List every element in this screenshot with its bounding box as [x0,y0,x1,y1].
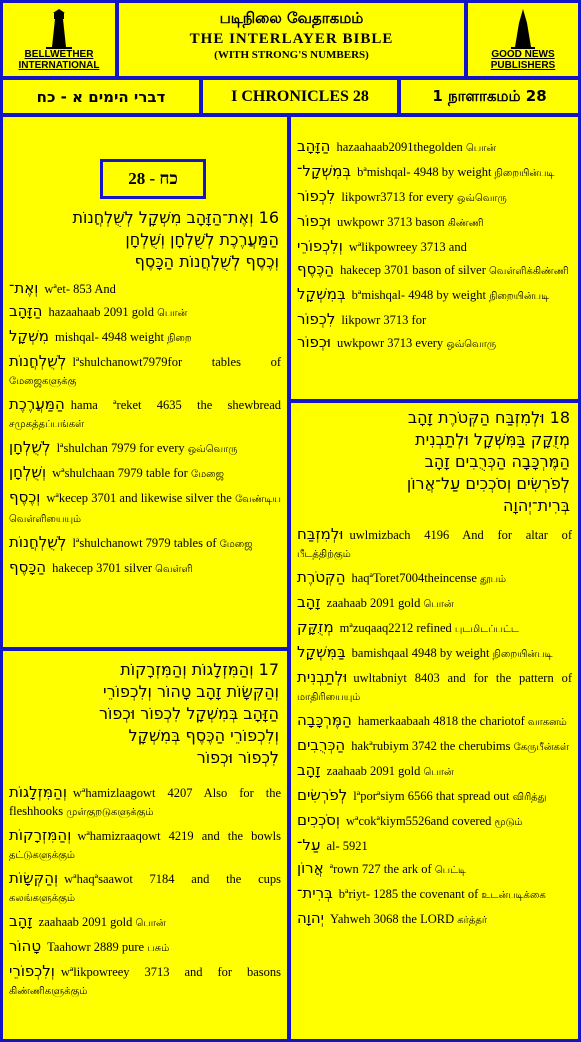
word-entry [3,486,287,531]
right-logo-line2: PUBLISHERS [490,59,556,71]
word-entry [291,709,578,734]
transliteration-gloss: wªcokªkiym5526and covered [346,814,492,828]
hebrew-line: הַמֶּרְכָּבָה הַכְּרֻבִים זָהָב [424,452,570,471]
transliteration-gloss: zaahaab 2091 gold [326,764,421,778]
word-entry [291,834,578,857]
word-entry [3,935,287,960]
hebrew-word: זָהָב [297,593,321,611]
hebrew-line: בְּרִית־יְהוָה [503,496,570,515]
transliteration-gloss: mishqal- 4948 weight [54,330,164,344]
transliteration-gloss: Taahowr 2889 pure [47,940,145,954]
verse18-panel [291,403,578,1039]
word-entry [3,781,287,824]
verse17-panel [3,651,287,1039]
transliteration-gloss: hamerkaabaah 4818 the chariotof [357,714,525,728]
transliteration-gloss: lªshulchanowt7979for tables of [72,355,281,369]
hebrew-word: וְכֶסֶף [9,488,41,506]
word-entry [291,160,578,185]
transliteration-gloss: bªmishqal- 4948 by weight [351,288,486,302]
transliteration-gloss: lªshulchanowt 7979 tables of [72,536,217,550]
word-entry [291,308,578,331]
word-entry [3,436,287,461]
tower-icon [510,9,536,49]
word-entry [291,759,578,784]
tamil-gloss: வாகனம் [527,717,567,728]
word-entry [291,907,578,932]
tamil-gloss: மேஜை [219,539,253,550]
tamil-gloss: பொன் [465,143,497,154]
transliteration-gloss: hakecep 3701 silver [52,561,153,575]
tamil-gloss: பொன் [423,767,454,778]
hebrew-word: וְהַקְּשָׂוֹת [9,869,59,887]
verse17-entries [3,781,287,1003]
tamil-gloss: பசும் [147,943,170,954]
hebrew-word: הַכְּרֻבִים [297,736,346,754]
tamil-gloss: நிறையின்படி [489,291,550,302]
word-entry [291,734,578,759]
tamil-gloss: புடமிடப்பட்ட [454,624,519,635]
hebrew-word: וְשֻׁלְחָן [9,463,47,481]
word-entry [291,784,578,809]
left-logo-line1: BELLWETHER [24,48,94,60]
transliteration-gloss: hazaahaab2091thegolden [336,140,463,154]
hebrew-word: הַקְּטֹרֶת [297,568,346,586]
transliteration-gloss: hakªrubiym 3742 the cherubims [351,739,511,753]
hebrew-word: וּכְפוֹר [297,333,331,351]
word-entry [3,531,287,556]
hebrew-word: הַזָּהָב [9,302,43,320]
right-logo-line1: GOOD NEWS [491,48,555,60]
transliteration-gloss: lªshulchan 7979 for every [56,441,185,455]
hebrew-word: עַל־ [297,836,321,854]
word-entry [3,461,287,486]
hebrew-word: בְּמִשְׁקָל [297,285,346,303]
tamil-gloss: ஒவ்வொரு [187,444,238,455]
hebrew-word: מִשְׁקָל [9,327,49,345]
hebrew-word: אֲרוֹן [297,859,324,877]
transliteration-gloss: wªet- 853 And [44,282,116,296]
word-entry [291,523,578,566]
hebrew-word: הַמַּעֲרֶכֶת [9,395,65,413]
word-entry [291,857,578,882]
hebrew-word: לִכְפוֹר [297,187,336,205]
word-entry [291,591,578,616]
word-entry [291,331,578,356]
verse17-hebrew [3,659,287,769]
word-entry [3,556,287,581]
verse18-hebrew [291,407,578,517]
transliteration-gloss: al- 5921 [326,839,368,853]
word-entry [3,350,287,393]
tamil-gloss: வேண்டிய வெள்ளியையும் [9,494,282,525]
hebrew-word: וּכְפוֹר [297,212,331,230]
tamil-gloss: உடன்படிக்கை [481,890,546,901]
hebrew-line: לְפֹרְשִׂים וְסֹכְכִים עַל־אֲרוֹן [406,474,570,493]
tamil-gloss: சமுகத்தப்பங்கள் [9,419,85,430]
tamil-gloss: விரித்து [512,792,547,803]
word-entry [3,910,287,935]
hebrew-word: הַכָּסֶף [9,558,47,576]
hebrew-word: וְסֹכְכִים [297,811,340,829]
tamil-gloss: கிண்ணி [447,218,484,229]
word-entry [291,809,578,834]
word-entry [3,300,287,325]
word-entry [291,616,578,641]
hebrew-word: וְלִכְפוֹרֵי [297,237,343,255]
hebrew-line: וְכֶסֶף לְשֻׁלְחֲנוֹת הַכָּסֶף [134,252,279,271]
hebrew-word: זָהָב [9,912,33,930]
hebrew-line: 17 וְהַמִּזְלָגוֹת וְהַמִּזְרָקוֹת [120,660,279,679]
tamil-gloss: மேஜைகளுக்கு [9,376,77,387]
tamil-gloss: நிறையின்படி [492,649,553,660]
word-entry [291,882,578,907]
tamil-gloss: ஒவ்வொரு [446,339,497,350]
transliteration-gloss: likpowr 3713 for [341,313,427,327]
hebrew-word: הַזָּהָב [297,137,331,155]
transliteration-gloss: uwltabniyt 8403 and for the pattern of [353,671,572,685]
tamil-gloss: மாதிரியையும் [297,692,361,703]
hebrew-line: וְלִכְפוֹרֵי הַכֶּסֶף בְּמִשְׁקָל [128,726,279,745]
book-english: I CHRONICLES 28 [203,80,397,113]
tamil-gloss: பொன் [135,918,166,929]
word-entry [291,641,578,666]
bellwether-logo [3,3,115,76]
tamil-gloss: பொன் [157,308,188,319]
transliteration-gloss: wªlikpowreey 3713 and [348,240,467,254]
transliteration-gloss: ªrown 727 the ark of [329,862,432,876]
tamil-gloss: பொன் [423,599,454,610]
good-news-logo [468,3,578,76]
hebrew-word: בְּרִית־ [297,884,333,902]
transliteration-gloss: bªriyt- 1285 the covenant of [338,887,479,901]
page-subtitle: (WITH STRONG'S NUMBERS) [214,49,369,61]
transliteration-gloss: wªhaqªsaawot 7184 and the cups [64,872,281,886]
hebrew-word: לְשֻׁלְחֲנוֹת [9,352,67,370]
word-entry [291,666,578,709]
tamil-gloss: வெள்ளிக்கிண்ணி [488,266,569,277]
hebrew-line: 18 וּלְמִזְבַּח הַקְּטֹרֶת זָהָב [407,408,570,427]
word-entry [3,960,287,1003]
transliteration-gloss: bamishqaal 4948 by weight [351,646,490,660]
word-entry [291,185,578,210]
transliteration-gloss: hazaahaab 2091 gold [48,305,154,319]
transliteration-gloss: hama ªreket 4635 the shewbread [70,398,281,412]
hebrew-word: זָהָב [297,761,321,779]
hebrew-line: הַזָּהָב בְּמִשְׁקָל לִכְפוֹר וּכְפוֹר [99,704,279,723]
word-entry [3,277,287,300]
book-tamil: 1 நாளாகமம் 28 [401,80,578,113]
hebrew-word: הַכֶּסֶף [297,260,335,278]
transliteration-gloss: wªlikpowreey 3713 and for basons [60,965,281,979]
word-entry [291,566,578,591]
hebrew-word: לְפֹרְשִׂים [297,786,348,804]
transliteration-gloss: wªshulchaan 7979 table for [52,466,188,480]
hebrew-line: מְזֻקָּק בַּמִּשְׁקָל וּלְתַבְנִית [415,430,570,449]
hebrew-word: לִכְפוֹר [297,310,336,328]
transliteration-gloss: lªporªsiym 6566 that spread out [353,789,510,803]
hebrew-word: וְלִכְפוֹרֵי [9,962,55,980]
transliteration-gloss: likpowr3713 for every [341,190,454,204]
page-title: THE INTERLAYER BIBLE [189,31,394,47]
tamil-gloss: நிறை [167,333,192,344]
title-block [119,3,464,76]
tamil-gloss: கர்த்தர் [457,915,488,926]
hebrew-word: יְהוָה [297,909,325,927]
hebrew-word: וּלְתַבְנִית [297,668,348,686]
transliteration-gloss: Yahweh 3068 the LORD [330,912,455,926]
tamil-gloss: கிண்ணிகளுக்கும் [9,986,88,997]
hebrew-word: טָהוֹר [9,937,42,955]
hebrew-word: לְשֻׁלְחָן [9,438,51,456]
transliteration-gloss: mªzuqaaq2212 refined [339,621,452,635]
hebrew-word: וּלְמִזְבַּח [297,525,344,543]
hebrew-word: וְהַמִּזְלָגוֹת [9,783,67,801]
verse17-continued-entries [291,135,578,356]
hebrew-line: לִכְפוֹר וּכְפוֹר [196,748,279,767]
verse18-entries [291,523,578,932]
hebrew-line: וְהַקְּשָׂוֹת זָהָב טָהוֹר וְלִכְפוֹרֵי [103,682,279,701]
hebrew-word: לְשֻׁלְחֲנוֹת [9,533,67,551]
word-entry [291,283,578,308]
word-entry [291,235,578,258]
tamil-gloss: மேஜை [190,469,224,480]
transliteration-gloss: hakecep 3701 bason of silver [340,263,486,277]
hebrew-line: הַמַּעֲרֶכֶת לְשֻׁלְחָן וְשֻׁלְחָן [125,230,279,249]
title-tamil: படிநிலை வேதாகமம் [219,9,364,27]
word-entry [3,824,287,867]
word-entry [3,867,287,910]
transliteration-gloss: uwkpowr 3713 bason [336,215,445,229]
tamil-gloss: கேருபீன்கள் [513,742,569,753]
word-entry [3,325,287,350]
verse16-hebrew [3,207,287,273]
tamil-gloss: தூபம் [480,574,507,585]
tamil-gloss: தட்டுகளுக்கும் [9,850,75,861]
tamil-gloss: பெட்டி [434,865,466,876]
word-entry [3,393,287,436]
transliteration-gloss: bªmishqal- 4948 by weight [357,165,492,179]
transliteration-gloss: haqªToret7004theincense [351,571,477,585]
tamil-gloss: கலங்களுக்கும் [9,893,76,904]
tamil-gloss: ஒவ்வொரு [457,193,507,204]
tamil-gloss: முள்குறடுகளுக்கும் [66,807,154,818]
hebrew-word: בְּמִשְׁקָל־ [297,162,352,180]
transliteration-gloss: zaahaab 2091 gold [326,596,421,610]
chapter-label: 28 - כח [100,159,206,199]
verse16-entries [3,277,287,581]
tamil-gloss: மூடும் [494,817,523,828]
hebrew-word: מְזֻקָּק [297,618,334,636]
tamil-gloss: வெள்ளி [155,564,193,575]
tamil-gloss: பீடத்திற்கும் [297,549,351,560]
word-entry [291,258,578,283]
word-entry [291,135,578,160]
tamil-gloss: நிறையின்படி [494,168,555,179]
transliteration-gloss: wªkecep 3701 and likewise silver the [46,491,232,505]
hebrew-word: וְאֶת־ [9,279,39,297]
hebrew-word: הַמֶּרְכָּבָה [297,711,352,729]
transliteration-gloss: uwlmizbach 4196 And for altar of [349,528,572,542]
hebrew-word: וְהַמִּזְרָקוֹת [9,826,72,844]
transliteration-gloss: wªhamizraaqowt 4219 and the bowls [77,829,281,843]
hebrew-word: בַּמִּשְׁקָל [297,643,346,661]
lighthouse-icon [44,9,74,49]
transliteration-gloss: zaahaab 2091 gold [38,915,133,929]
hebrew-line: 16 וְאֶת־הַזָּהָב מִשְׁקָל לְשֻׁלְחֲנוֹת [72,208,279,227]
word-entry [291,210,578,235]
transliteration-gloss: wªhamizlaagowt 4207 Also for the fleshhooks [9,786,281,818]
transliteration-gloss: uwkpowr 3713 every [336,336,444,350]
verse17-continued-panel [291,117,578,399]
book-hebrew: דברי הימים א - כח [3,80,199,113]
left-logo-line2: INTERNATIONAL [18,59,100,71]
